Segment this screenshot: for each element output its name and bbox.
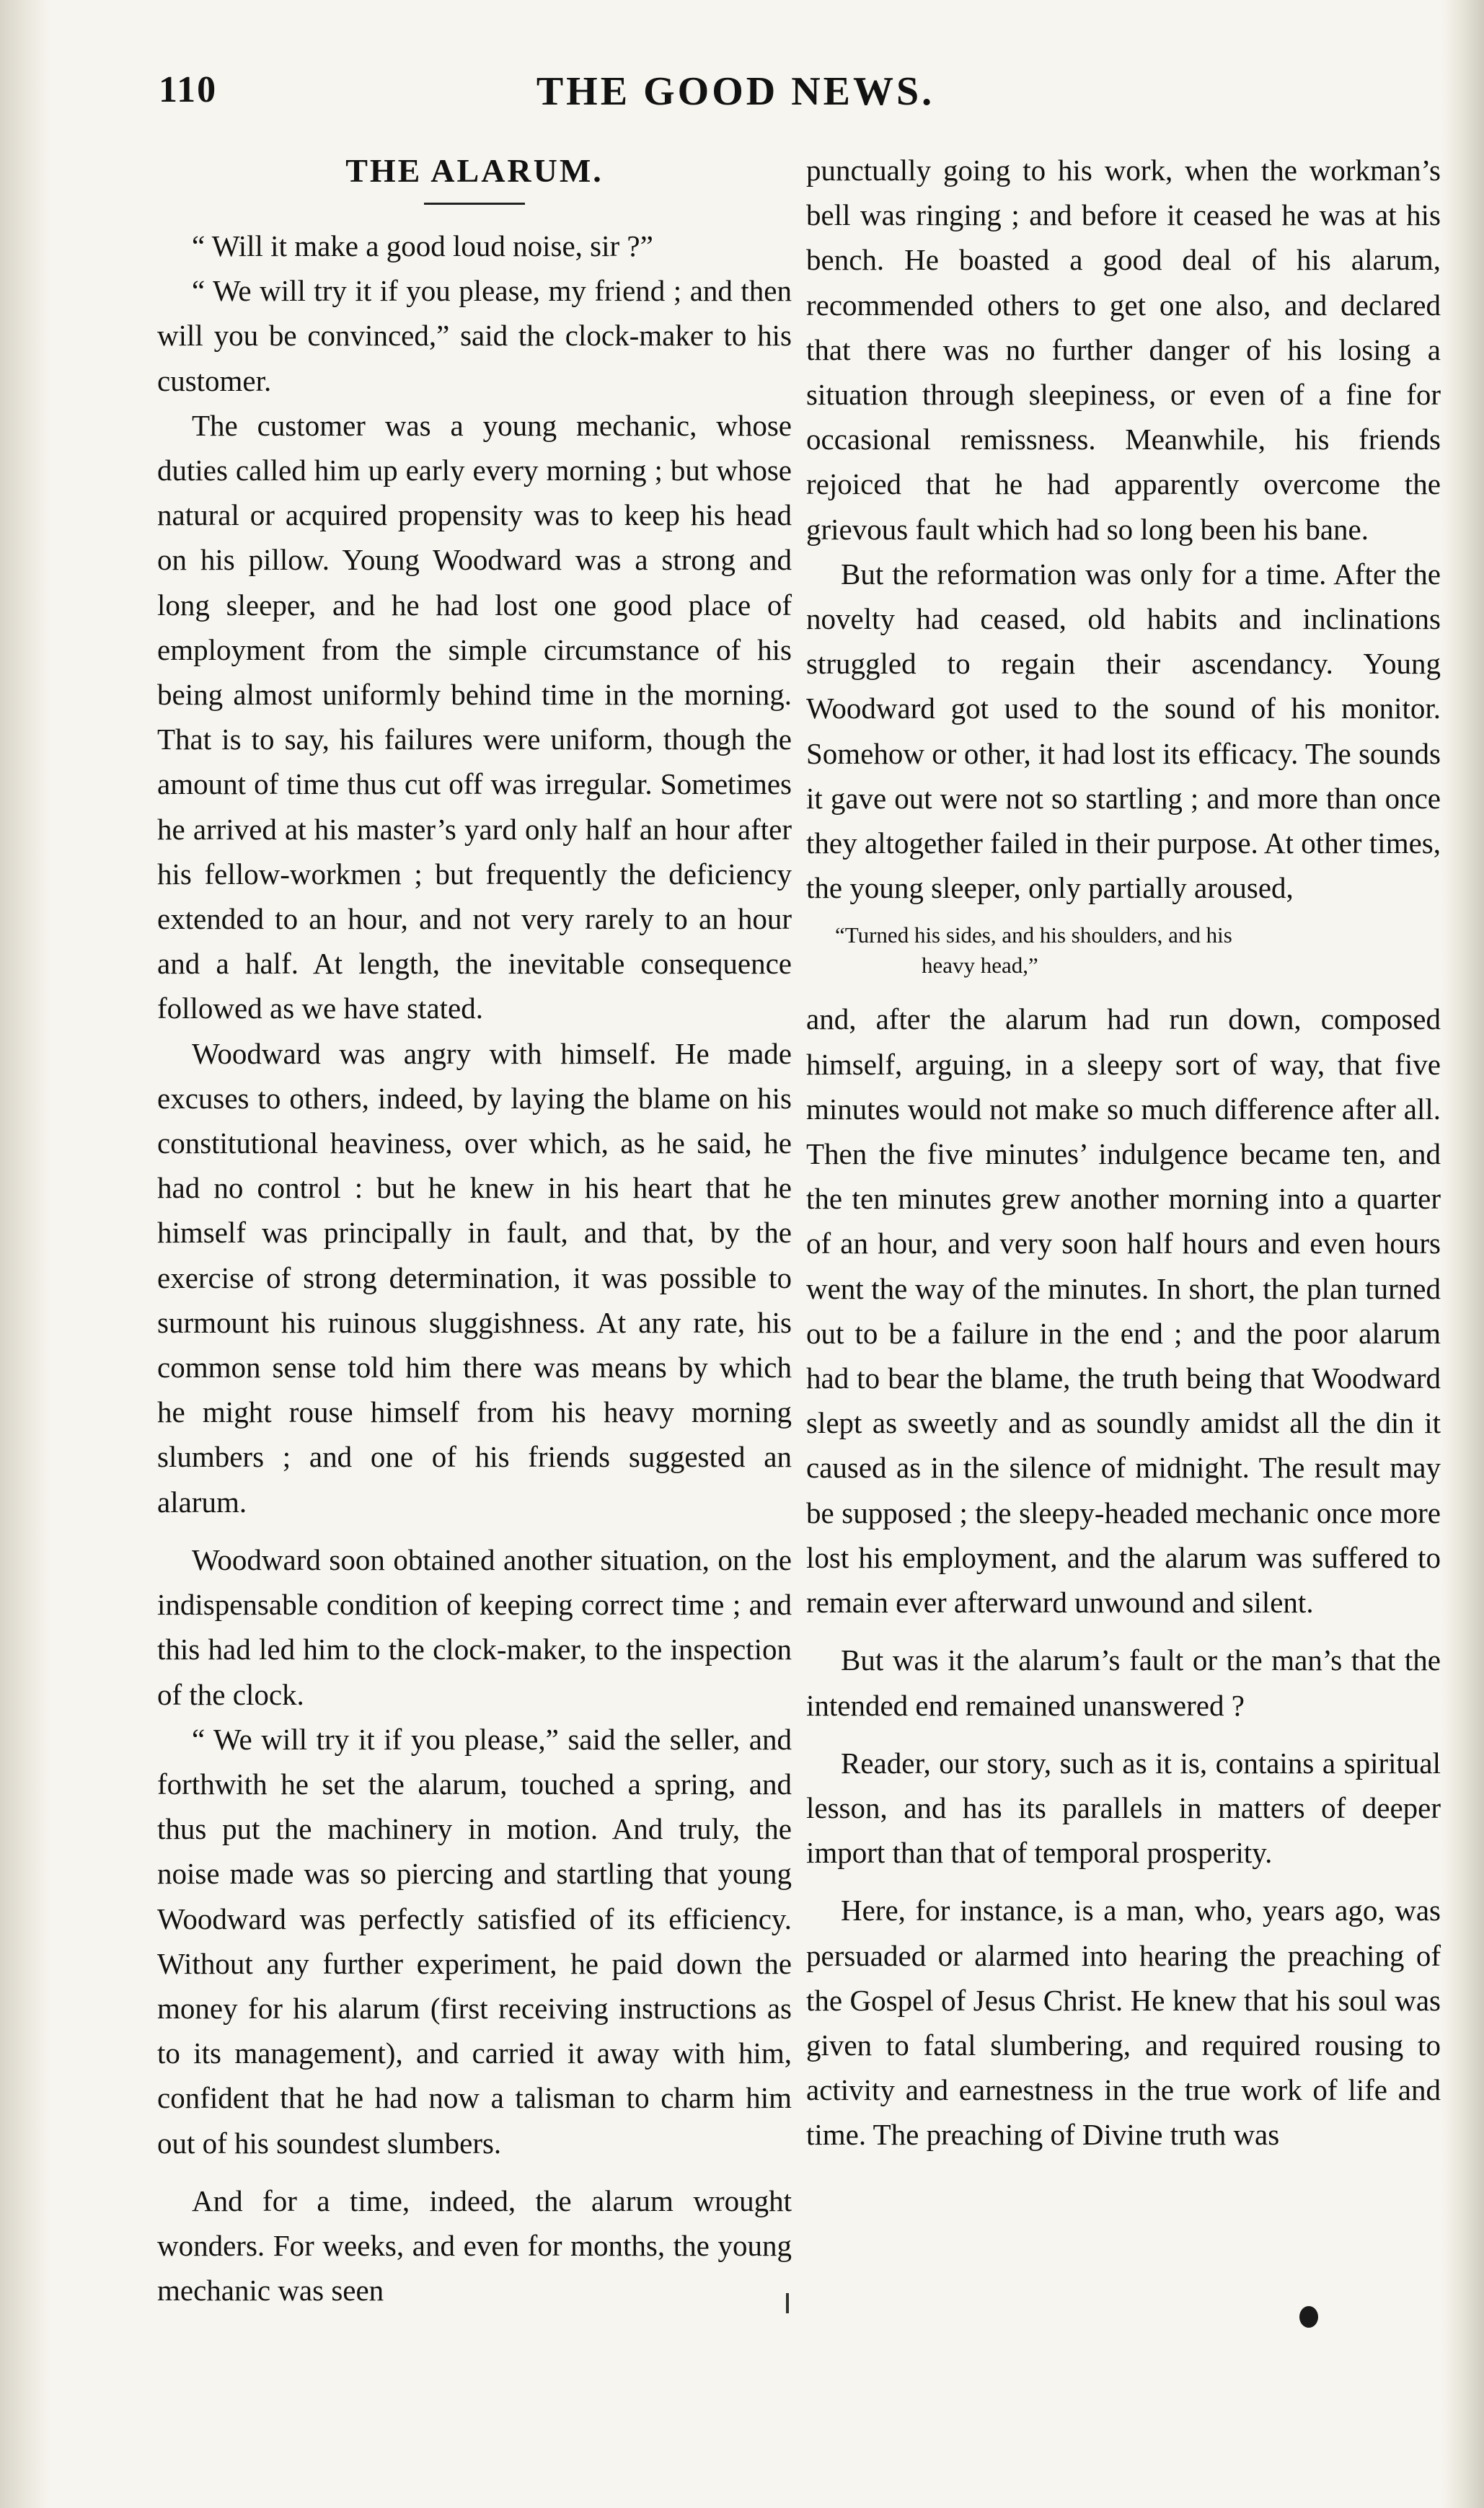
paragraph: “ Will it make a good loud noise, sir ?” bbox=[192, 229, 653, 262]
page-number: 110 bbox=[159, 69, 218, 110]
print-mark bbox=[786, 2293, 789, 2313]
paragraph: And for a time, indeed, the alarum wrought wonders. For weeks, and even for months, the young mechanic was seen bbox=[157, 2184, 792, 2308]
paragraph: and, after the alarum had run down, composed himself, arguing, in a sleepy sort of way, that five minutes would not make so much difference after all. Then the five minutes’ indulgence became ten, and the ten minutes grew another morning into a quarter of an hour, and very soon half hours and even hours went the way of the minutes. In short, the plan turned out to be a failure in the end ; and the poor alarum had to bear the blame, the truth being that Woodward slept as sweetly and as soundly amidst all the din it caused as in the silence of midnight. The result may be supposed ; the sleepy-headed mechanic once more lost his employment, and the alarum was suffered to remain ever afterward unwound and silent. bbox=[806, 1002, 1441, 1620]
verse-quote bbox=[806, 920, 1441, 981]
page-header bbox=[159, 69, 1312, 126]
paragraph: Reader, our story, such as it is, contains a spiritual lesson, and has its parallels in matters of deeper import than that of temporal prosperity. bbox=[806, 1746, 1441, 1870]
article-title: THE ALARUM. bbox=[345, 152, 604, 189]
page-edge-right bbox=[1441, 0, 1484, 2508]
paragraph: Woodward soon obtained another situation, on the indispensable condition of keeping correct time ; and this had led him to the clock-maker, to the inspection of the clock. bbox=[157, 1542, 792, 1711]
title-rule bbox=[424, 203, 525, 205]
ink-blot bbox=[1299, 2306, 1318, 2328]
paragraph: But the reformation was only for a time. After the novelty had ceased, old habits and inclinations struggled to regain their ascendancy. Young Woodward got used to the sound of his monitor. Somehow or other, it had lost its efficacy. The sounds it gave out were not so startling ; and more than once they altogether failed in their purpose. At other times, the young sleeper, only partially aroused, bbox=[806, 557, 1441, 905]
paragraph: Here, for instance, is a man, who, years ago, was persuaded or alarmed into hearing the preaching of the Gospel of Jesus Christ. He knew that his soul was given to fatal slumbering, and required rousing to activity and earnestness in the true work of life and time. The preaching of Divine truth was bbox=[806, 1894, 1441, 2152]
verse-line: heavy head,” bbox=[922, 953, 1038, 979]
paragraph: The customer was a young mechanic, whose duties called him up early every morning ; but whose natural or acquired propensity was to keep his head on his pillow. Young Woodward was a strong and long sleeper, and he had lost one good place of employment from the simple circumstance of his being almost uniformly behind time in the morning. That is to say, his failures were uniform, though the amount of time thus cut off was irregular. Sometimes he arrived at his master’s yard only half an hour after his fellow-workmen ; but frequently the deficiency extended to an hour, and not very rarely to an hour and a half. At length, the inevitable consequence followed as we have stated. bbox=[157, 408, 792, 1025]
paragraph: Woodward was angry with himself. He made excuses to others, indeed, by laying the blame on his constitutional heaviness, over which, as he said, he had no control : but he knew in his heart that he himself was principally in fault, and that, by the exercise of strong determination, it was possible to surmount his ruinous sluggishness. At any rate, his common sense told him there was means by which he might rouse himself from his heavy morning slumbers ; and one of his friends suggested an alarum. bbox=[157, 1036, 792, 1519]
paragraph: “ We will try it if you please, my friend ; and then will you be convinced,” said the clock-maker to his customer. bbox=[157, 274, 792, 397]
verse-line: “Turned his sides, and his shoulders, and his bbox=[835, 922, 1232, 948]
running-title: THE GOOD NEWS. bbox=[536, 69, 935, 114]
paragraph: “ We will try it if you please,” said the seller, and forthwith he set the alarum, touched a spring, and thus put the machinery in motion. And truly, the noise made was so piercing and startling that young Woodward was perfectly satisfied of its efficiency. Without any further experiment, he paid down the money for his alarum (first receiving instructions as to its management), and carried it away with him, confident that he had now a talisman to charm him out of his soundest slumbers. bbox=[157, 1722, 792, 2160]
left-column bbox=[157, 148, 792, 2313]
paragraph: But was it the alarum’s fault or the man’s that the intended end remained unanswered ? bbox=[806, 1643, 1441, 1722]
right-column bbox=[806, 148, 1441, 2158]
page-edge-left bbox=[0, 0, 50, 2508]
paragraph: punctually going to his work, when the workman’s bell was ringing ; and before it ceased he was at his bench. He boasted a good deal of his alarum, recommended others to get one also, and declared that there was no further danger of his losing a situation through sleepiness, or even of a fine for occasional remissness. Meanwhile, his friends rejoiced that he had apparently overcome the grievous fault which had so long been his bane. bbox=[806, 154, 1441, 546]
